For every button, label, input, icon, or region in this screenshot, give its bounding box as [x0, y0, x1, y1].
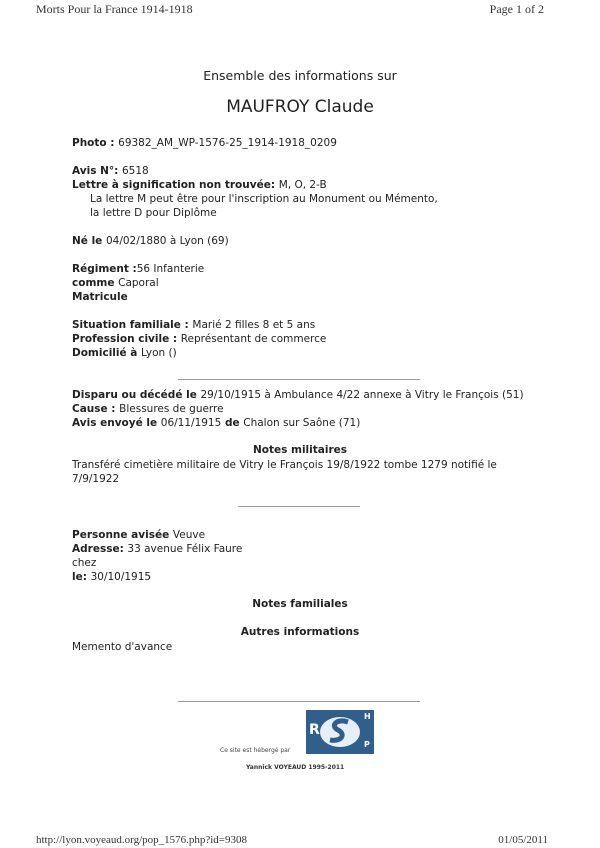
logo-letter-p: P — [364, 740, 370, 749]
birth-place: Lyon (69) — [179, 235, 229, 247]
credit-text: Yannick VOYEAUD 1995-2011 — [246, 764, 345, 771]
hosted-by-text: Ce site est hébergé par — [220, 747, 291, 754]
photo-line — [72, 136, 337, 150]
avis-line — [72, 164, 149, 178]
print-footer-date: 01/05/2011 — [498, 834, 548, 846]
rank-value: Caporal — [118, 277, 159, 289]
rank-line — [72, 276, 159, 290]
notes-militaires-text-2: 7/9/1922 — [72, 473, 120, 485]
regiment-line — [72, 262, 204, 276]
avis-envoye-de: de — [221, 417, 244, 429]
autres-informations-value: Memento d'avance — [72, 641, 173, 653]
notes-militaires-title: Notes militaires — [252, 444, 348, 456]
photo-label: Photo : — [72, 137, 119, 149]
autres-informations-title: Autres informations — [240, 626, 360, 638]
divider-2 — [238, 506, 360, 507]
avis-envoye-line — [72, 416, 360, 430]
photo-value: 69382_AM_WP-1576-25_1914-1918_0209 — [118, 137, 337, 149]
death-line — [72, 388, 524, 402]
print-header-page: Page 1 of 2 — [489, 2, 544, 16]
cause-value: Blessures de guerre — [119, 403, 224, 415]
le-value: 30/10/1915 — [90, 571, 152, 583]
avis-label: Avis N°: — [72, 165, 122, 177]
lettre-value: M, O, 2-B — [278, 179, 327, 191]
death-a: à — [261, 389, 275, 401]
lettre-label: Lettre à signification non trouvée: — [72, 179, 279, 191]
death-place: Ambulance 4/22 annexe à Vitry le François (51) — [274, 389, 524, 401]
rhp-logo[interactable] — [306, 710, 374, 754]
situation-value: Marié 2 filles 8 et 5 ans — [192, 319, 316, 331]
profession-label: Profession civile : — [72, 333, 181, 345]
birth-label: Né le — [72, 235, 106, 247]
avis-envoye-label: Avis envoyé le — [72, 417, 161, 429]
personne-line — [72, 528, 205, 542]
divider-3 — [178, 701, 420, 702]
logo-letter-h: H — [364, 712, 371, 721]
lettre-note-2: la lettre D pour Diplôme — [90, 207, 217, 219]
print-footer-url: http://lyon.voyeaud.org/pop_1576.php?id=9308 — [36, 834, 248, 846]
profession-value: Représentant de commerce — [180, 333, 327, 345]
adresse-value: 33 avenue Félix Faure — [127, 543, 243, 555]
situation-line — [72, 318, 315, 332]
notes-militaires-text-1: Transféré cimetière militaire de Vitry le François 19/8/1922 tombe 1279 notifié le — [72, 459, 497, 471]
matricule-label: Matricule — [72, 291, 128, 303]
cause-label: Cause : — [72, 403, 120, 415]
death-label: Disparu ou décédé le — [72, 389, 201, 401]
print-header-title: Morts Pour la France 1914-1918 — [36, 2, 193, 16]
situation-label: Situation familiale : — [72, 319, 193, 331]
notes-familiales-title: Notes familiales — [252, 598, 348, 610]
divider-1 — [178, 379, 420, 380]
matricule-line — [72, 290, 128, 304]
birth-a: à — [166, 235, 180, 247]
avis-envoye-date: 06/11/1915 — [160, 417, 222, 429]
death-date: 29/10/1915 — [200, 389, 262, 401]
lettre-line — [72, 178, 327, 192]
birth-line — [72, 234, 229, 248]
domicile-line — [72, 346, 177, 360]
cause-line — [72, 402, 224, 416]
regiment-label: Régiment : — [72, 263, 137, 275]
birth-date: 04/02/1880 — [105, 235, 167, 247]
domicile-value: Lyon () — [141, 347, 177, 359]
avis-envoye-place: Chalon sur Saône (71) — [243, 417, 361, 429]
rank-label: comme — [72, 277, 119, 289]
personne-label: Personne avisée — [72, 529, 173, 541]
logo-letter-r: R — [309, 722, 320, 738]
avis-value: 6518 — [122, 165, 149, 177]
le-line — [72, 570, 151, 584]
adresse-label: Adresse: — [72, 543, 128, 555]
lettre-note-1: La lettre M peut être pour l'inscription au Monument ou Mémento, — [90, 193, 438, 205]
page-heading: Ensemble des informations sur — [203, 68, 397, 83]
chez-line: chez — [72, 557, 97, 569]
regiment-value: 56 Infanterie — [136, 263, 205, 275]
le-label: le: — [72, 571, 91, 583]
adresse-line — [72, 542, 242, 556]
profession-line — [72, 332, 326, 346]
personne-value: Veuve — [172, 529, 206, 541]
person-name: MAUFROY Claude — [226, 97, 374, 117]
domicile-label: Domicilié à — [72, 347, 142, 359]
